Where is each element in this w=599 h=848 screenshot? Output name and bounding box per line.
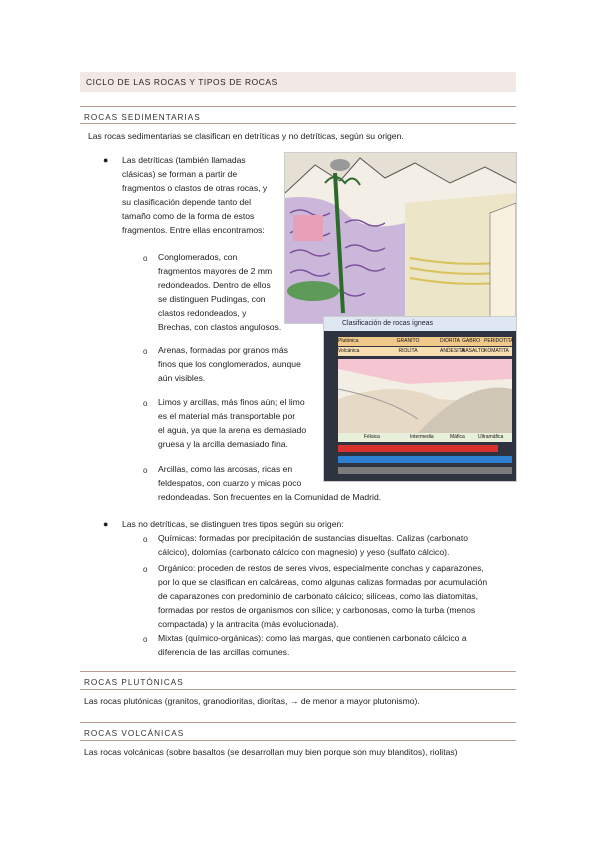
cell: Máfica <box>450 434 465 440</box>
line: diferencia de las arcillas comunes. <box>158 647 290 657</box>
page-title: CICLO DE LAS ROCAS Y TIPOS DE ROCAS <box>80 72 516 92</box>
line: su clasificación depende tanto del <box>122 197 251 207</box>
section-heading-plutonicas: ROCAS PLUTÓNICAS <box>84 678 184 687</box>
figure-title: Clasificación de rocas ígneas <box>324 317 516 331</box>
cell: PERIDOTITA <box>484 338 514 344</box>
divider <box>80 106 516 107</box>
sub-bullet: o <box>143 535 148 544</box>
cell: ANDESITA <box>440 348 465 354</box>
line: clásicas) se forman a partir de <box>122 169 238 179</box>
line: gruesa y la arcilla demasiado fina. <box>158 439 288 449</box>
cell: Félsica <box>364 434 380 440</box>
line: fragmentos mayores de 2 mm <box>158 266 273 276</box>
quimicas-paragraph <box>158 531 468 559</box>
line: finos que los conglomerados, aunque <box>158 359 301 369</box>
divider <box>80 671 516 672</box>
section-heading-volcanicas: ROCAS VOLCÁNICAS <box>84 729 185 738</box>
line: formadas por restos de organismos con sílice; y carbonosas, como la turba (menos <box>158 605 476 615</box>
line: fragmentos o clastos de otras rocas, y <box>122 183 268 193</box>
line: redondeados. Dentro de ellos <box>158 280 271 290</box>
line: Químicas: formadas por precipitación de sustancias disueltas. Calizas (carbonato <box>158 533 469 543</box>
detriticas-paragraph <box>122 153 302 237</box>
line: tamaño como de la forma de estos <box>122 211 255 221</box>
line: redondeadas. Son frecuentes en la Comunidad de Madrid. <box>158 492 382 502</box>
cell: GRANITO <box>396 338 420 344</box>
line: por lo que se clasifican en calcáreas, como algunas calizas formadas por acumulación <box>158 577 488 587</box>
arrow-bar-grey <box>338 467 512 474</box>
igneous-classification-figure <box>323 316 517 482</box>
line: Conglomerados, con <box>158 252 238 262</box>
line: Arcillas, como las arcosas, ricas en <box>158 464 293 474</box>
sedimentarias-intro: Las rocas sedimentarias se clasifican en detríticas y no detríticas, según su origen. <box>88 131 404 141</box>
cell: RIOLITA <box>398 348 418 354</box>
line: clastos redondeados, y <box>158 308 247 318</box>
sub-bullet: o <box>143 466 148 475</box>
bullet: ● <box>103 155 109 165</box>
organico-paragraph <box>158 561 487 631</box>
figure-bottom-row <box>338 433 512 442</box>
line: Mixtas (químico-orgánicas): como las margas, que contienen carbonato cálcico a <box>158 633 467 643</box>
bullet: ● <box>103 519 109 529</box>
cell: DIORITA <box>440 338 460 344</box>
divider <box>80 123 516 124</box>
arenas-paragraph <box>158 343 301 385</box>
cell: Plutónica <box>338 338 359 344</box>
cell: Intermedia <box>410 434 434 440</box>
rock-cycle-drawing <box>285 153 516 323</box>
section-heading-sedimentarias: ROCAS SEDIMENTARIAS <box>84 113 201 122</box>
sub-bullet: o <box>143 399 148 408</box>
line: aún visibles. <box>158 373 206 383</box>
line: Arenas, formadas por granos más <box>158 345 288 355</box>
plutonicas-text: Las rocas plutónicas (granitos, granodioritas, dioritas, → de menor a mayor plutonismo). <box>84 696 420 706</box>
conglomerados-paragraph <box>158 250 281 334</box>
mineral-composition-plot <box>338 359 512 433</box>
table-row <box>338 337 512 346</box>
arrow-bar-red <box>338 445 498 452</box>
volcanicas-text: Las rocas volcánicas (sobre basaltos (se desarrollan muy bien porque son muy blanditos), riolitas) <box>84 747 458 757</box>
sub-bullet: o <box>143 565 148 574</box>
line: Brechas, con clastos angulosos. <box>158 322 282 332</box>
line: Las detríticas (también llamadas <box>122 155 246 165</box>
divider <box>80 689 516 690</box>
cell: KOMATITA <box>484 348 509 354</box>
figure-table <box>338 337 512 356</box>
limos-paragraph <box>158 395 306 451</box>
sub-bullet: o <box>143 347 148 356</box>
line: cálcico), dolomías (carbonato cálcico con magnesio) y yeso (sulfato cálcico). <box>158 547 450 557</box>
line: es el material más transportable por <box>158 411 296 421</box>
cell: GABRO <box>462 338 481 344</box>
line: de caparazones con predominio de carbonato cálcico; silíceas, como las diatomitas, <box>158 591 479 601</box>
divider <box>80 722 516 723</box>
table-row <box>338 347 512 356</box>
line: Orgánico: proceden de restos de seres vivos, especialmente conchas y caparazones, <box>158 563 484 573</box>
cell: BASALTO <box>462 348 485 354</box>
cell: Ultramáfica <box>478 434 504 440</box>
mixtas-paragraph <box>158 631 467 659</box>
line: fragmentos. Entre ellas encontramos: <box>122 225 265 235</box>
rock-cycle-illustration <box>284 152 517 324</box>
divider <box>80 740 516 741</box>
line: Limos y arcillas, más finos aún; el limo <box>158 397 305 407</box>
cell: Volcánica <box>338 348 360 354</box>
arrow-bar-blue <box>338 456 512 463</box>
sub-bullet: o <box>143 635 148 644</box>
line: compactada) y la antracita (más evolucionada). <box>158 619 339 629</box>
line: se distinguen Pudingas, con <box>158 294 266 304</box>
line: el agua, ya que la arena es demasiado <box>158 425 307 435</box>
line: feldespatos, con cuarzo y micas poco <box>158 478 302 488</box>
sub-bullet: o <box>143 254 148 263</box>
no-detriticas-line: Las no detríticas, se distinguen tres tipos según su origen: <box>122 519 344 529</box>
